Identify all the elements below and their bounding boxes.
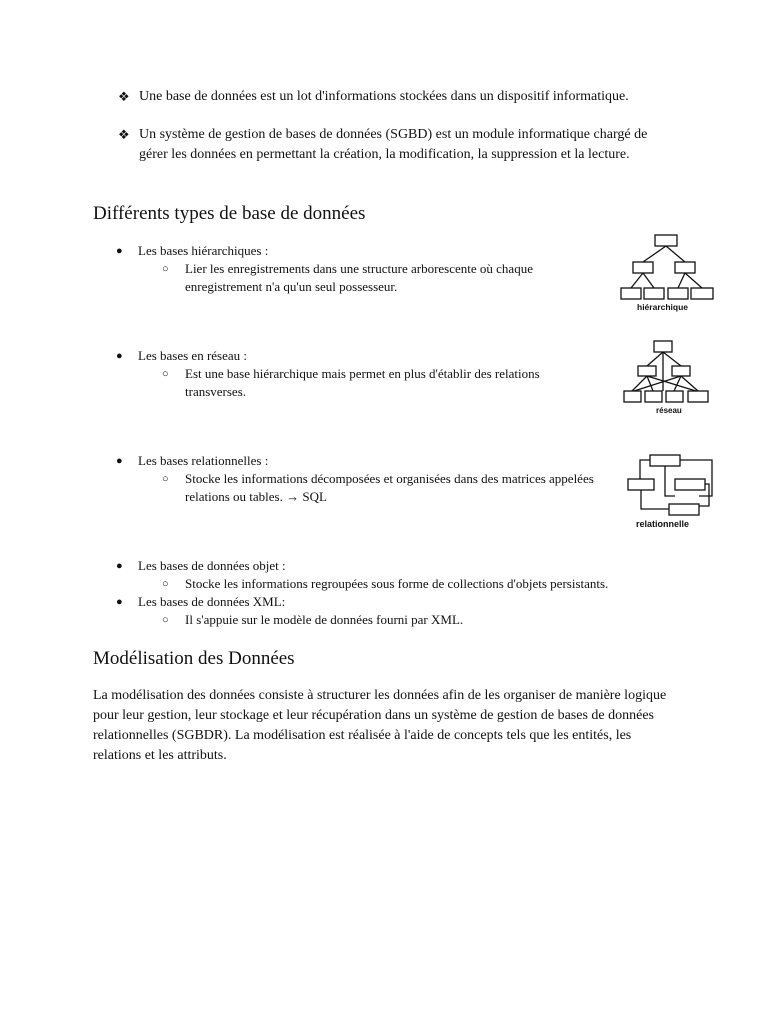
type-description <box>162 611 682 629</box>
relational-tables-icon <box>620 448 724 534</box>
type-description-text: Il s'appuie sur le modèle de données fourni par XML. <box>185 612 464 627</box>
type-label: Les bases relationnelles : <box>138 453 269 468</box>
type-description-text: Lier les enregistrements dans une structure arborescente où chaque enregistrement n'a qu'un seul possesseur. <box>185 261 533 294</box>
type-description <box>162 575 682 593</box>
modeling-heading: Modélisation des Données <box>93 648 295 669</box>
type-label: Les bases hiérarchiques : <box>138 243 269 258</box>
type-item <box>116 557 656 575</box>
relational-caption: relationnelle <box>636 519 690 529</box>
circle-bullet-icon: ○ <box>162 614 169 626</box>
diamond-bullet-icon: ❖ <box>118 89 130 104</box>
type-item <box>116 347 596 365</box>
circle-bullet-icon: ○ <box>162 368 169 380</box>
type-description <box>162 365 597 401</box>
bullet-dot-icon: ● <box>116 560 123 572</box>
bullet-dot-icon: ● <box>116 455 123 467</box>
types-heading: Différents types de base de données <box>93 203 366 224</box>
type-item <box>116 593 656 611</box>
type-item <box>116 242 596 260</box>
type-item <box>116 452 596 470</box>
network-diagram <box>616 336 716 420</box>
intro-item-text: Une base de données est un lot d'informations stockées dans un dispositif informatique. <box>139 89 629 104</box>
circle-bullet-icon: ○ <box>162 473 169 485</box>
network-caption: réseau <box>656 406 682 415</box>
intro-item <box>118 87 678 107</box>
intro-item-text: Un système de gestion de bases de données (SGBD) est un module informatique chargé de gérer les données en permettant la création, la modification, la suppression et la lecture. <box>139 127 648 162</box>
type-label: Les bases de données XML: <box>138 594 286 609</box>
type-description <box>162 260 597 296</box>
type-description-text: Stocke les informations décomposées et organisées dans des matrices appelées relations ou tables. → SQL <box>185 471 594 504</box>
bullet-dot-icon: ● <box>116 596 123 608</box>
modeling-paragraph: La modélisation des données consiste à structurer les données afin de les organiser de manière logique pour leur gestion, leur stockage et leur récupération dans un système de gestion de bases de données relationnelles (SGBDR). La modélisation est réalisée à l'aide de concepts tels que les entités, les relations et les attributs. <box>93 688 667 763</box>
bullet-dot-icon: ● <box>116 350 123 362</box>
hierarchical-diagram <box>613 228 721 318</box>
relational-diagram <box>620 448 724 534</box>
circle-bullet-icon: ○ <box>162 263 169 275</box>
diamond-bullet-icon: ❖ <box>118 127 130 142</box>
type-description-text: Stocke les informations regroupées sous forme de collections d'objets persistants. <box>185 576 609 591</box>
bullet-dot-icon: ● <box>116 245 123 257</box>
type-label: Les bases de données objet : <box>138 558 286 573</box>
intro-item <box>118 125 678 164</box>
type-label: Les bases en réseau : <box>138 348 248 363</box>
type-description-text: Est une base hiérarchique mais permet en plus d'établir des relations transverses. <box>185 366 540 399</box>
hierarchical-tree-icon <box>613 228 721 318</box>
network-graph-icon <box>616 336 716 420</box>
type-description <box>162 470 597 506</box>
circle-bullet-icon: ○ <box>162 578 169 590</box>
hierarchical-caption: hiérarchique <box>637 302 689 312</box>
